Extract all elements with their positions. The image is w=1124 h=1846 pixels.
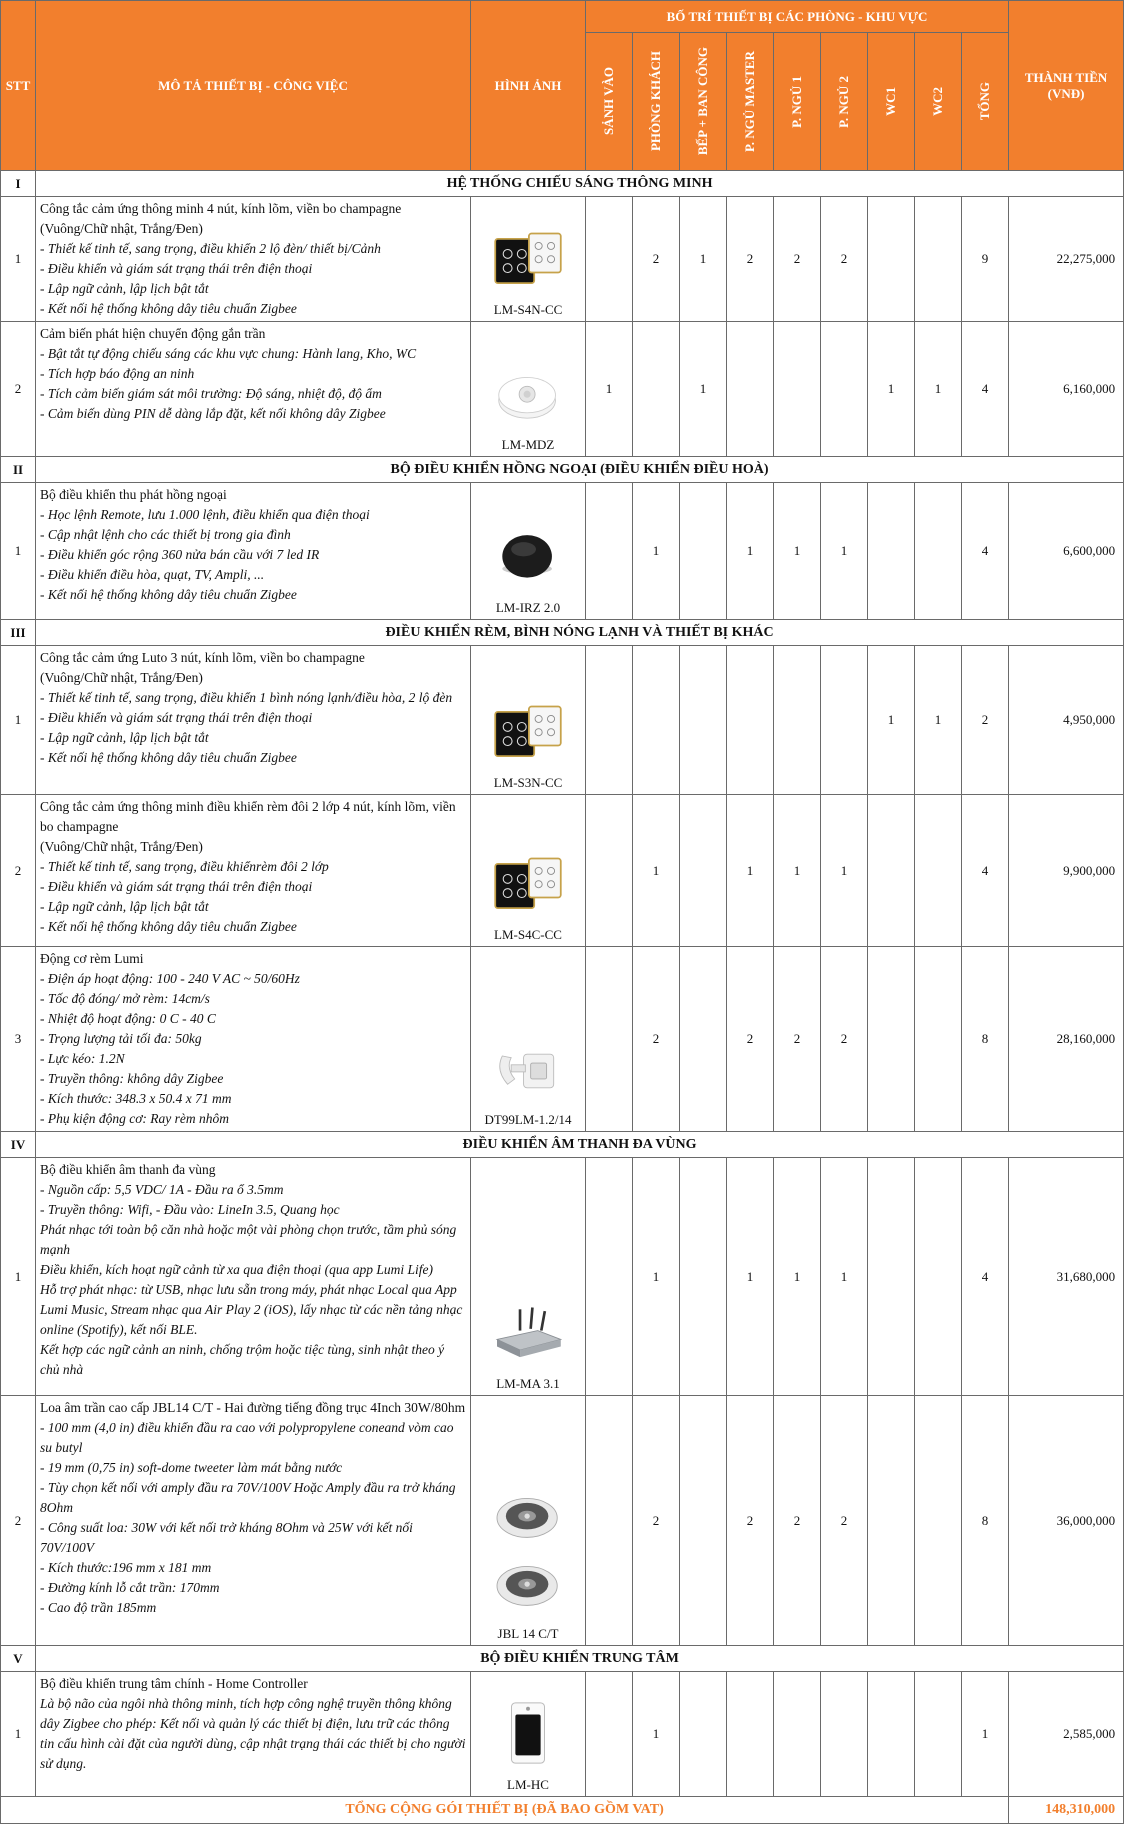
item-image-wrap bbox=[471, 703, 585, 794]
item-description bbox=[36, 1158, 471, 1396]
item-room-qty: 1 bbox=[821, 1158, 868, 1396]
table-row bbox=[1, 646, 1124, 795]
section-number: V bbox=[1, 1646, 36, 1672]
item-room-qty bbox=[915, 947, 962, 1132]
item-feature: - Tích hợp báo động an ninh bbox=[40, 366, 195, 381]
section-number: I bbox=[1, 171, 36, 197]
item-feature: - Bật tắt tự động chiếu sáng các khu vực chung: Hành lang, Kho, WC bbox=[40, 346, 417, 361]
item-room-qty: 2 bbox=[633, 947, 680, 1132]
section-header-row bbox=[1, 1646, 1124, 1672]
header-room-label: P. NGỦ 2 bbox=[836, 75, 851, 128]
header-room bbox=[962, 33, 1009, 171]
item-room-qty: 1 bbox=[821, 795, 868, 947]
switch-panel-icon bbox=[485, 230, 571, 292]
item-stt: 1 bbox=[1, 197, 36, 322]
section-title: HỆ THỐNG CHIẾU SÁNG THÔNG MINH bbox=[36, 171, 1124, 197]
item-feature: - Truyền thông: Wifi, - Đầu vào: LineIn 3.5, Quang học bbox=[40, 1202, 340, 1217]
header-room-label: WC2 bbox=[930, 87, 945, 116]
table-row bbox=[1, 795, 1124, 947]
item-feature: - Điều khiển và giám sát trạng thái trên điện thoại bbox=[40, 879, 313, 894]
item-title-line: Loa âm trần cao cấp JBL14 C/T - Hai đường tiếng đồng trục 4Inch 30W/80hm bbox=[40, 1400, 466, 1415]
item-room-qty: 1 bbox=[680, 322, 727, 457]
item-model: LM-S4N-CC bbox=[493, 302, 563, 317]
curtain-motor-icon bbox=[485, 1040, 571, 1102]
grand-total-label: TỔNG CỘNG GÓI THIẾT BỊ (ĐÃ BAO GỒM VAT) bbox=[1, 1797, 1009, 1824]
item-feature: - Điện áp hoạt động: 100 - 240 V AC ~ 50/60Hz bbox=[40, 971, 300, 986]
switch-panel-icon bbox=[485, 703, 571, 765]
header-room-label: P. NGỦ 1 bbox=[789, 75, 804, 128]
section-title: BỘ ĐIỀU KHIỂN TRUNG TÂM bbox=[36, 1646, 1124, 1672]
grand-total-amount: 148,310,000 bbox=[1009, 1797, 1124, 1824]
item-feature: Hỗ trợ phát nhạc: từ USB, nhạc lưu sẵn trong máy, phát nhạc Local qua App Lumi Music, Stream nhạc qua Air Play 2 (iOS), lấy nhạc từ các nền tảng nhạc online (Spotify), kết nối BLE. bbox=[40, 1282, 463, 1337]
item-feature: - 19 mm (0,75 in) soft-dome tweeter làm mát bằng nước bbox=[40, 1460, 343, 1475]
item-image-cell bbox=[471, 1158, 586, 1396]
item-model: JBL 14 C/T bbox=[497, 1626, 559, 1641]
header-amount bbox=[1009, 1, 1124, 171]
item-title-line: (Vuông/Chữ nhật, Trắng/Đen) bbox=[40, 670, 203, 685]
item-amount: 6,600,000 bbox=[1009, 483, 1124, 620]
item-description bbox=[36, 795, 471, 947]
item-feature: - Lực kéo: 1.2N bbox=[40, 1051, 125, 1066]
item-image-wrap bbox=[471, 528, 585, 619]
item-stt: 1 bbox=[1, 1672, 36, 1797]
item-room-qty bbox=[727, 646, 774, 795]
item-feature: - Lập ngữ cảnh, lập lịch bật tắt bbox=[40, 281, 209, 296]
item-room-qty: 1 bbox=[915, 646, 962, 795]
item-feature: - Tích cảm biến giám sát môi trường: Độ sáng, nhiệt độ, độ ẩm bbox=[40, 386, 382, 401]
item-room-qty: 1 bbox=[680, 197, 727, 322]
item-feature: - Điều khiển điều hòa, quạt, TV, Ampli, ... bbox=[40, 567, 265, 582]
item-room-qty: 2 bbox=[633, 197, 680, 322]
item-room-qty bbox=[586, 1158, 633, 1396]
item-room-qty bbox=[633, 646, 680, 795]
header-room bbox=[868, 33, 915, 171]
table-row bbox=[1, 197, 1124, 322]
item-model: LM-S3N-CC bbox=[493, 775, 563, 790]
item-amount: 36,000,000 bbox=[1009, 1396, 1124, 1646]
header-room-label: P. NGỦ MASTER bbox=[742, 50, 757, 152]
section-title: ĐIỀU KHIỂN ÂM THANH ĐA VÙNG bbox=[36, 1132, 1124, 1158]
item-room-qty bbox=[821, 646, 868, 795]
item-room-qty: 1 bbox=[915, 322, 962, 457]
item-room-qty bbox=[586, 1672, 633, 1797]
audio-router-icon bbox=[485, 1304, 571, 1366]
item-room-qty bbox=[774, 1672, 821, 1797]
item-room-qty: 2 bbox=[633, 1396, 680, 1646]
item-room-qty bbox=[868, 483, 915, 620]
section-number: IV bbox=[1, 1132, 36, 1158]
item-stt: 1 bbox=[1, 1158, 36, 1396]
ceiling-speaker-icon bbox=[485, 1486, 571, 1548]
item-amount: 31,680,000 bbox=[1009, 1158, 1124, 1396]
item-feature: - Điều khiển và giám sát trạng thái trên điện thoại bbox=[40, 261, 313, 276]
item-feature: - Kết nối hệ thống không dây tiêu chuẩn Zigbee bbox=[40, 919, 297, 934]
item-feature: - Thiết kế tinh tế, sang trọng, điều khiểnrèm đôi 2 lớp bbox=[40, 859, 329, 874]
item-feature: Kết hợp các ngữ cảnh an ninh, chống trộm hoặc tiệc tùng, sinh nhật theo ý chủ nhà bbox=[40, 1342, 445, 1377]
item-image-wrap bbox=[471, 230, 585, 321]
item-image-cell bbox=[471, 1396, 586, 1646]
header-room bbox=[821, 33, 868, 171]
item-stt: 2 bbox=[1, 322, 36, 457]
item-room-qty bbox=[868, 795, 915, 947]
item-feature: - Kết nối hệ thống không dây tiêu chuẩn Zigbee bbox=[40, 750, 297, 765]
item-room-qty bbox=[680, 646, 727, 795]
item-title-line: Công tắc cảm ứng thông minh điều khiển rèm đôi 2 lớp 4 nút, kính lõm, viền bo champagne bbox=[40, 799, 456, 834]
item-total-qty: 2 bbox=[962, 646, 1009, 795]
item-title-line: Động cơ rèm Lumi bbox=[40, 951, 144, 966]
item-room-qty bbox=[915, 795, 962, 947]
item-room-qty bbox=[727, 1672, 774, 1797]
item-room-qty: 2 bbox=[727, 947, 774, 1132]
item-image-wrap bbox=[471, 1040, 585, 1131]
item-room-qty bbox=[680, 1158, 727, 1396]
section-header-row bbox=[1, 620, 1124, 646]
item-image-cell bbox=[471, 483, 586, 620]
item-total-qty: 4 bbox=[962, 1158, 1009, 1396]
section-number: III bbox=[1, 620, 36, 646]
item-room-qty: 2 bbox=[821, 197, 868, 322]
table-header bbox=[1, 1, 1124, 171]
item-stt: 3 bbox=[1, 947, 36, 1132]
item-feature: - Phụ kiện động cơ: Ray rèm nhôm bbox=[40, 1111, 230, 1126]
item-room-qty bbox=[727, 322, 774, 457]
item-feature: - Tốc độ đóng/ mở rèm: 14cm/s bbox=[40, 991, 210, 1006]
item-room-qty: 2 bbox=[727, 197, 774, 322]
section-header-row bbox=[1, 457, 1124, 483]
item-room-qty bbox=[586, 197, 633, 322]
item-room-qty bbox=[680, 947, 727, 1132]
item-feature: - Đường kính lỗ cắt trần: 170mm bbox=[40, 1580, 220, 1595]
item-total-qty: 1 bbox=[962, 1672, 1009, 1797]
item-total-qty: 8 bbox=[962, 947, 1009, 1132]
item-feature: - Trọng lượng tải tối đa: 50kg bbox=[40, 1031, 202, 1046]
item-room-qty bbox=[868, 1158, 915, 1396]
item-image-cell bbox=[471, 795, 586, 947]
item-feature: - Thiết kế tinh tế, sang trọng, điều khiển 2 lộ đèn/ thiết bị/Cảnh bbox=[40, 241, 381, 256]
item-room-qty: 1 bbox=[727, 483, 774, 620]
item-feature: - Nguồn cấp: 5,5 VDC/ 1A - Đầu ra ổ 3.5mm bbox=[40, 1182, 284, 1197]
item-room-qty: 1 bbox=[774, 795, 821, 947]
table-row bbox=[1, 947, 1124, 1132]
item-room-qty bbox=[680, 795, 727, 947]
item-room-qty bbox=[868, 1396, 915, 1646]
item-room-qty: 1 bbox=[633, 795, 680, 947]
header-room bbox=[633, 33, 680, 171]
item-room-qty: 1 bbox=[586, 322, 633, 457]
header-amount-line2: (VNĐ) bbox=[1047, 85, 1085, 101]
item-description bbox=[36, 646, 471, 795]
item-title-line: Công tắc cảm ứng thông minh 4 nút, kính lõm, viền bo champagne bbox=[40, 201, 402, 216]
item-room-qty: 2 bbox=[727, 1396, 774, 1646]
item-feature: - Cảm biến dùng PIN dễ dàng lắp đặt, kết nối không dây Zigbee bbox=[40, 406, 386, 421]
item-room-qty bbox=[680, 1672, 727, 1797]
item-amount: 9,900,000 bbox=[1009, 795, 1124, 947]
item-title-line: Cảm biến phát hiện chuyển động gắn trần bbox=[40, 326, 266, 341]
item-stt: 2 bbox=[1, 1396, 36, 1646]
item-title-line: Bộ điều khiển âm thanh đa vùng bbox=[40, 1162, 216, 1177]
item-description bbox=[36, 1396, 471, 1646]
header-room bbox=[680, 33, 727, 171]
item-total-qty: 4 bbox=[962, 795, 1009, 947]
item-feature: - Cập nhật lệnh cho các thiết bị trong gia đình bbox=[40, 527, 291, 542]
item-room-qty bbox=[821, 1672, 868, 1797]
item-feature: - Tùy chọn kết nối với amply đầu ra 70V/100V Hoặc Amply đầu ra trở kháng 8Ohm bbox=[40, 1480, 456, 1515]
item-room-qty bbox=[915, 1396, 962, 1646]
item-room-qty bbox=[868, 197, 915, 322]
item-model: LM-MA 3.1 bbox=[496, 1376, 560, 1391]
item-room-qty bbox=[586, 1396, 633, 1646]
item-feature: Điều khiển, kích hoạt ngữ cảnh từ xa qua điện thoại (qua app Lumi Life) bbox=[40, 1262, 434, 1277]
item-total-qty: 4 bbox=[962, 483, 1009, 620]
item-model: LM-HC bbox=[507, 1777, 549, 1792]
section-title: ĐIỀU KHIỂN RÈM, BÌNH NÓNG LẠNH VÀ THIẾT BỊ KHÁC bbox=[36, 620, 1124, 646]
item-room-qty: 2 bbox=[774, 947, 821, 1132]
item-feature: - Điều khiển góc rộng 360 nửa bán cầu với 7 led IR bbox=[40, 547, 320, 562]
header-room bbox=[586, 33, 633, 171]
item-title-line: Bộ điều khiển thu phát hồng ngoại bbox=[40, 487, 227, 502]
table-body bbox=[1, 171, 1124, 1824]
item-room-qty bbox=[774, 646, 821, 795]
section-title: BỘ ĐIỀU KHIỂN HỒNG NGOẠI (ĐIỀU KHIỂN ĐIỀU HOÀ) bbox=[36, 457, 1124, 483]
item-description bbox=[36, 483, 471, 620]
item-amount: 6,160,000 bbox=[1009, 322, 1124, 457]
header-amount-line1: THÀNH TIỀN bbox=[1024, 69, 1108, 85]
item-total-qty: 8 bbox=[962, 1396, 1009, 1646]
header-room-label: WC1 bbox=[883, 87, 898, 116]
item-room-qty: 1 bbox=[727, 795, 774, 947]
item-image-wrap bbox=[471, 1304, 585, 1395]
item-room-qty bbox=[821, 322, 868, 457]
item-image-wrap bbox=[471, 1699, 585, 1796]
item-room-qty bbox=[868, 1672, 915, 1797]
header-room bbox=[727, 33, 774, 171]
item-room-qty bbox=[915, 197, 962, 322]
header-room bbox=[915, 33, 962, 171]
item-feature: - Thiết kế tinh tế, sang trọng, điều khiển 1 bình nóng lạnh/điều hòa, 2 lộ đèn bbox=[40, 690, 453, 705]
ir-controller-icon bbox=[485, 528, 571, 590]
item-room-qty: 1 bbox=[633, 1672, 680, 1797]
home-controller-icon bbox=[485, 1699, 571, 1767]
motion-sensor-icon bbox=[485, 365, 571, 427]
item-feature: - Cao độ trần 185mm bbox=[40, 1600, 157, 1615]
item-description bbox=[36, 1672, 471, 1797]
item-image-cell bbox=[471, 646, 586, 795]
grand-total-row bbox=[1, 1797, 1124, 1824]
table-row bbox=[1, 1158, 1124, 1396]
item-feature: - Kích thước:196 mm x 181 mm bbox=[40, 1560, 212, 1575]
item-stt: 1 bbox=[1, 646, 36, 795]
item-feature: - Học lệnh Remote, lưu 1.000 lệnh, điều khiển qua điện thoại bbox=[40, 507, 370, 522]
item-total-qty: 9 bbox=[962, 197, 1009, 322]
item-feature: Phát nhạc tới toàn bộ căn nhà hoặc một vài phòng chọn trước, tầm phủ sóng mạnh bbox=[40, 1222, 457, 1257]
item-total-qty: 4 bbox=[962, 322, 1009, 457]
item-description bbox=[36, 322, 471, 457]
header-room-label: PHÒNG KHÁCH bbox=[648, 51, 663, 152]
item-description bbox=[36, 197, 471, 322]
item-amount: 4,950,000 bbox=[1009, 646, 1124, 795]
table-row bbox=[1, 1672, 1124, 1797]
item-room-qty: 2 bbox=[821, 1396, 868, 1646]
item-model: LM-MDZ bbox=[501, 437, 555, 452]
item-room-qty: 1 bbox=[821, 483, 868, 620]
item-room-qty: 1 bbox=[727, 1158, 774, 1396]
ceiling-speaker-icon bbox=[485, 1554, 571, 1616]
item-room-qty bbox=[915, 1672, 962, 1797]
item-feature: - Công suất loa: 30W với kết nối trở kháng 8Ohm và 25W với kết nối 70V/100V bbox=[40, 1520, 413, 1555]
item-title-line: (Vuông/Chữ nhật, Trắng/Đen) bbox=[40, 839, 203, 854]
item-room-qty bbox=[586, 947, 633, 1132]
header-room-label: TỔNG bbox=[977, 82, 993, 121]
item-feature: - Kích thước: 348.3 x 50.4 x 71 mm bbox=[40, 1091, 232, 1106]
section-header-row bbox=[1, 1132, 1124, 1158]
item-stt: 1 bbox=[1, 483, 36, 620]
item-feature: - Truyền thông: không dây Zigbee bbox=[40, 1071, 224, 1086]
item-room-qty: 2 bbox=[774, 1396, 821, 1646]
item-feature: - Nhiệt độ hoạt động: 0 C - 40 C bbox=[40, 1011, 216, 1026]
item-image-cell bbox=[471, 197, 586, 322]
item-room-qty bbox=[680, 483, 727, 620]
item-title-line: Bộ điều khiển trung tâm chính - Home Controller bbox=[40, 1676, 308, 1691]
table-row bbox=[1, 1396, 1124, 1646]
table-row bbox=[1, 322, 1124, 457]
item-image-cell bbox=[471, 947, 586, 1132]
item-room-qty: 2 bbox=[774, 197, 821, 322]
item-room-qty bbox=[915, 1158, 962, 1396]
item-room-qty bbox=[633, 322, 680, 457]
item-room-qty: 1 bbox=[633, 483, 680, 620]
header-description: MÔ TẢ THIẾT BỊ - CÔNG VIỆC bbox=[36, 1, 471, 171]
item-feature: Là bộ não của ngôi nhà thông minh, tích hợp công nghệ truyền thông không dây Zigbee cho phép: Kết nối và quản lý các thiết bị điện, lưu trữ các thông tin cấu hình cài đặt của người dùng, cập nhật trạng thái các thiết bị cho người sử dụng. bbox=[40, 1696, 466, 1771]
item-image-wrap bbox=[471, 365, 585, 456]
section-number: II bbox=[1, 457, 36, 483]
item-model: LM-IRZ 2.0 bbox=[495, 600, 561, 615]
item-room-qty: 1 bbox=[868, 646, 915, 795]
item-room-qty: 1 bbox=[633, 1158, 680, 1396]
header-image: HÌNH ẢNH bbox=[471, 1, 586, 171]
item-feature: - Kết nối hệ thống không dây tiêu chuẩn Zigbee bbox=[40, 301, 297, 316]
header-room bbox=[774, 33, 821, 171]
item-feature: - Lập ngữ cảnh, lập lịch bật tắt bbox=[40, 899, 209, 914]
item-room-qty: 1 bbox=[774, 1158, 821, 1396]
item-model: LM-S4C-CC bbox=[494, 927, 562, 942]
item-image-wrap bbox=[471, 1486, 585, 1645]
header-stt: STT bbox=[1, 1, 36, 171]
item-feature: - 100 mm (4,0 in) điều khiển đầu ra cao với polypropylene coneand vòm cao su butyl bbox=[40, 1420, 454, 1455]
section-header-row bbox=[1, 171, 1124, 197]
switch-panel-icon bbox=[485, 855, 571, 917]
header-rooms-group: BỐ TRÍ THIẾT BỊ CÁC PHÒNG - KHU VỰC bbox=[586, 1, 1009, 33]
item-room-qty bbox=[680, 1396, 727, 1646]
item-title-line: Công tắc cảm ứng Luto 3 nút, kính lõm, viền bo champagne bbox=[40, 650, 365, 665]
header-room-label: SẢNH VÀO bbox=[601, 67, 616, 136]
item-room-qty bbox=[774, 322, 821, 457]
item-image-cell bbox=[471, 1672, 586, 1797]
item-image-wrap bbox=[471, 855, 585, 946]
item-title-line: (Vuông/Chữ nhật, Trắng/Đen) bbox=[40, 221, 203, 236]
header-room-label: BẾP + BAN CÔNG bbox=[695, 47, 710, 156]
item-image-cell bbox=[471, 322, 586, 457]
table-row bbox=[1, 483, 1124, 620]
item-room-qty bbox=[915, 483, 962, 620]
item-room-qty bbox=[868, 947, 915, 1132]
item-feature: - Lập ngữ cảnh, lập lịch bật tắt bbox=[40, 730, 209, 745]
item-room-qty bbox=[586, 795, 633, 947]
item-feature: - Kết nối hệ thống không dây tiêu chuẩn Zigbee bbox=[40, 587, 297, 602]
item-room-qty: 2 bbox=[821, 947, 868, 1132]
item-amount: 22,275,000 bbox=[1009, 197, 1124, 322]
item-room-qty bbox=[586, 483, 633, 620]
item-feature: - Điều khiển và giám sát trạng thái trên điện thoại bbox=[40, 710, 313, 725]
item-description bbox=[36, 947, 471, 1132]
item-room-qty: 1 bbox=[774, 483, 821, 620]
item-room-qty: 1 bbox=[868, 322, 915, 457]
item-model: DT99LM-1.2/14 bbox=[484, 1112, 572, 1127]
item-amount: 28,160,000 bbox=[1009, 947, 1124, 1132]
item-room-qty bbox=[586, 646, 633, 795]
item-stt: 2 bbox=[1, 795, 36, 947]
item-amount: 2,585,000 bbox=[1009, 1672, 1124, 1797]
